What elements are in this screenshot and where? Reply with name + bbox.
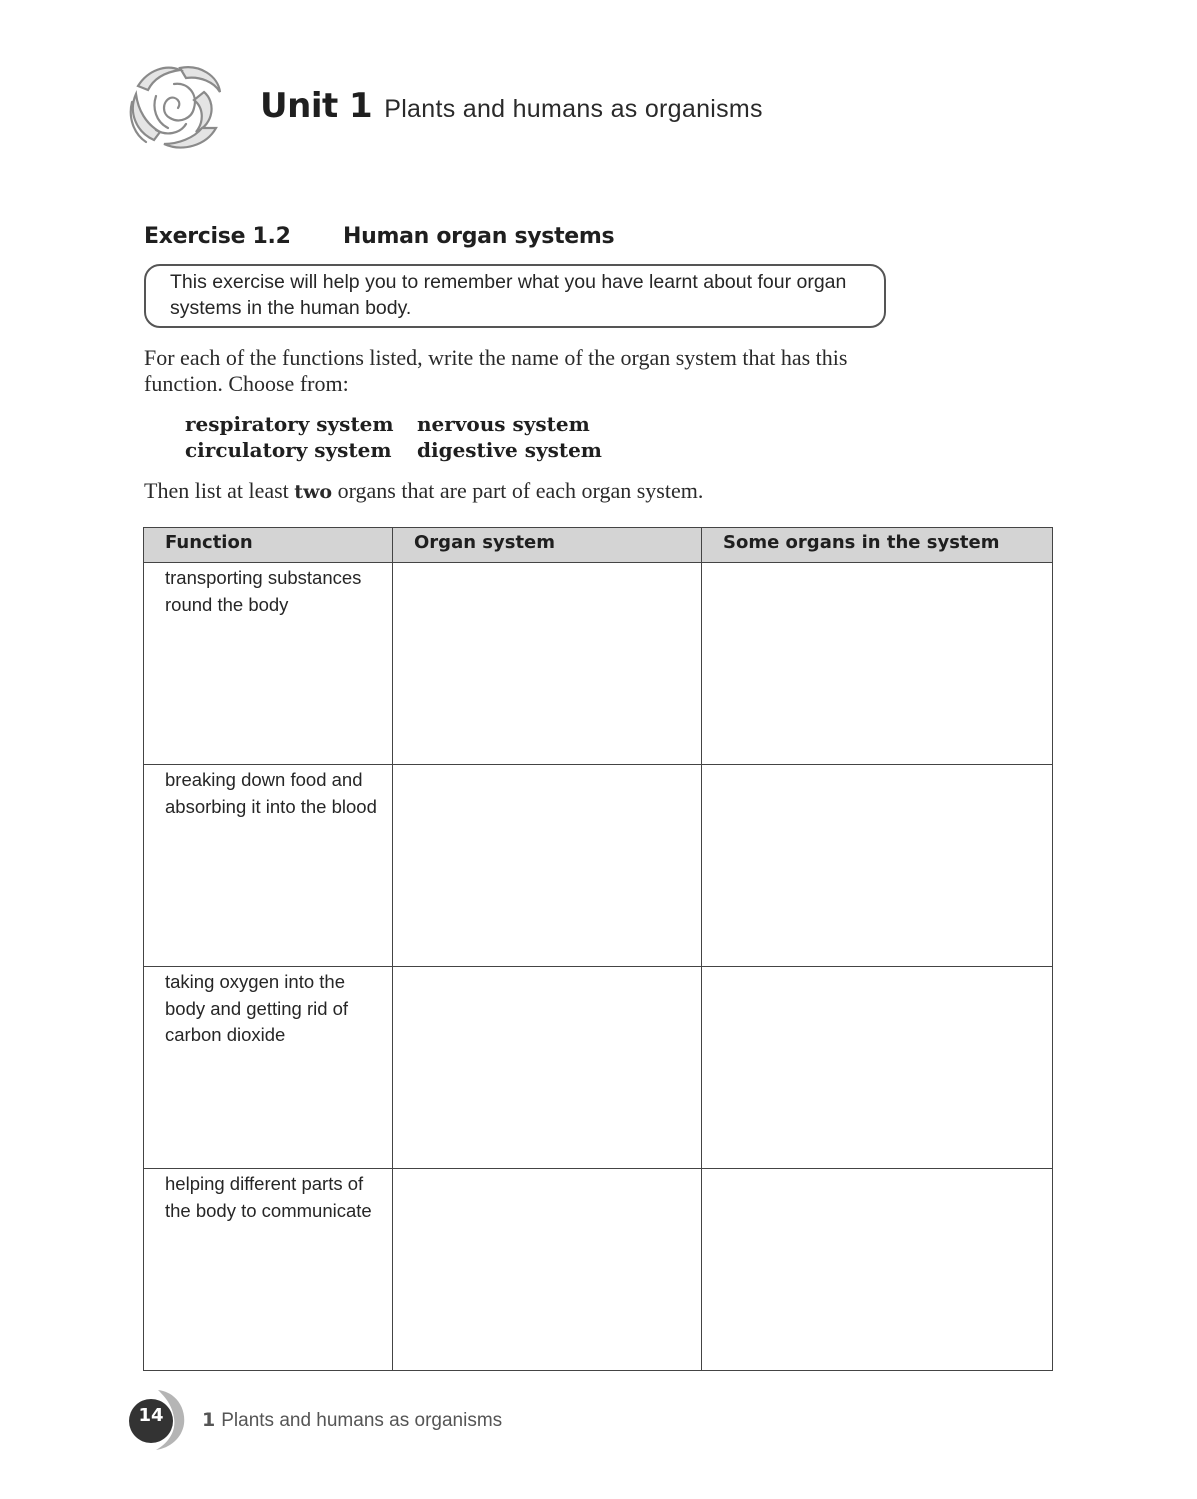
choice-list: [185, 411, 602, 463]
page-number: 14: [138, 1405, 164, 1426]
choice-nervous: nervous system: [417, 412, 590, 436]
organs-answer-cell[interactable]: [702, 563, 1053, 765]
table-row: [144, 765, 1053, 967]
unit-label: Unit 1: [260, 86, 373, 126]
function-cell: transporting substances round the body: [144, 563, 393, 765]
choice-circulatory: circulatory system: [185, 438, 392, 462]
organs-answer-cell[interactable]: [702, 967, 1053, 1169]
then-list-after: organs that are part of each organ system.: [332, 478, 704, 503]
then-list-before: Then list at least: [144, 478, 295, 503]
header-organs: Some organs in the system: [702, 528, 1053, 563]
function-cell: breaking down food and absorbing it into the blood: [144, 765, 393, 967]
function-cell: helping different parts of the body to communicate: [144, 1169, 393, 1371]
table-row: [144, 1169, 1053, 1371]
then-list-bold: two: [294, 481, 333, 503]
table-header-row: [144, 528, 1053, 563]
table-row: [144, 967, 1053, 1169]
table-row: [144, 563, 1053, 765]
instruction-text: For each of the functions listed, write the name of the organ system that has this function. Choose from:: [144, 345, 848, 396]
organ-system-answer-cell[interactable]: [393, 967, 702, 1169]
footer-chapter-number: 1: [202, 1409, 216, 1431]
organ-systems-table: [143, 527, 1053, 1371]
header-function: Function: [144, 528, 393, 563]
choice-respiratory: respiratory system: [185, 412, 394, 436]
exercise-number: Exercise 1.2: [144, 224, 291, 249]
exercise-heading: [144, 224, 615, 249]
organ-system-answer-cell[interactable]: [393, 1169, 702, 1371]
choice-digestive: digestive system: [417, 438, 602, 462]
header-organ-system: Organ system: [393, 528, 702, 563]
then-list-text: [144, 478, 703, 504]
exercise-title: Human organ systems: [343, 224, 615, 249]
footer-chapter: [202, 1409, 502, 1432]
function-cell: taking oxygen into the body and getting rid of carbon dioxide: [144, 967, 393, 1169]
unit-heading: [260, 86, 763, 126]
organ-system-answer-cell[interactable]: [393, 765, 702, 967]
intro-box: This exercise will help you to remember what you have learnt about four organ systems in the human body.: [144, 264, 886, 328]
footer-chapter-title: Plants and humans as organisms: [221, 1410, 503, 1431]
organs-answer-cell[interactable]: [702, 765, 1053, 967]
organs-answer-cell[interactable]: [702, 1169, 1053, 1371]
swirl-logo-icon: [124, 62, 228, 152]
unit-title: Plants and humans as organisms: [384, 95, 763, 123]
organ-system-answer-cell[interactable]: [393, 563, 702, 765]
page-footer: [122, 1386, 622, 1452]
